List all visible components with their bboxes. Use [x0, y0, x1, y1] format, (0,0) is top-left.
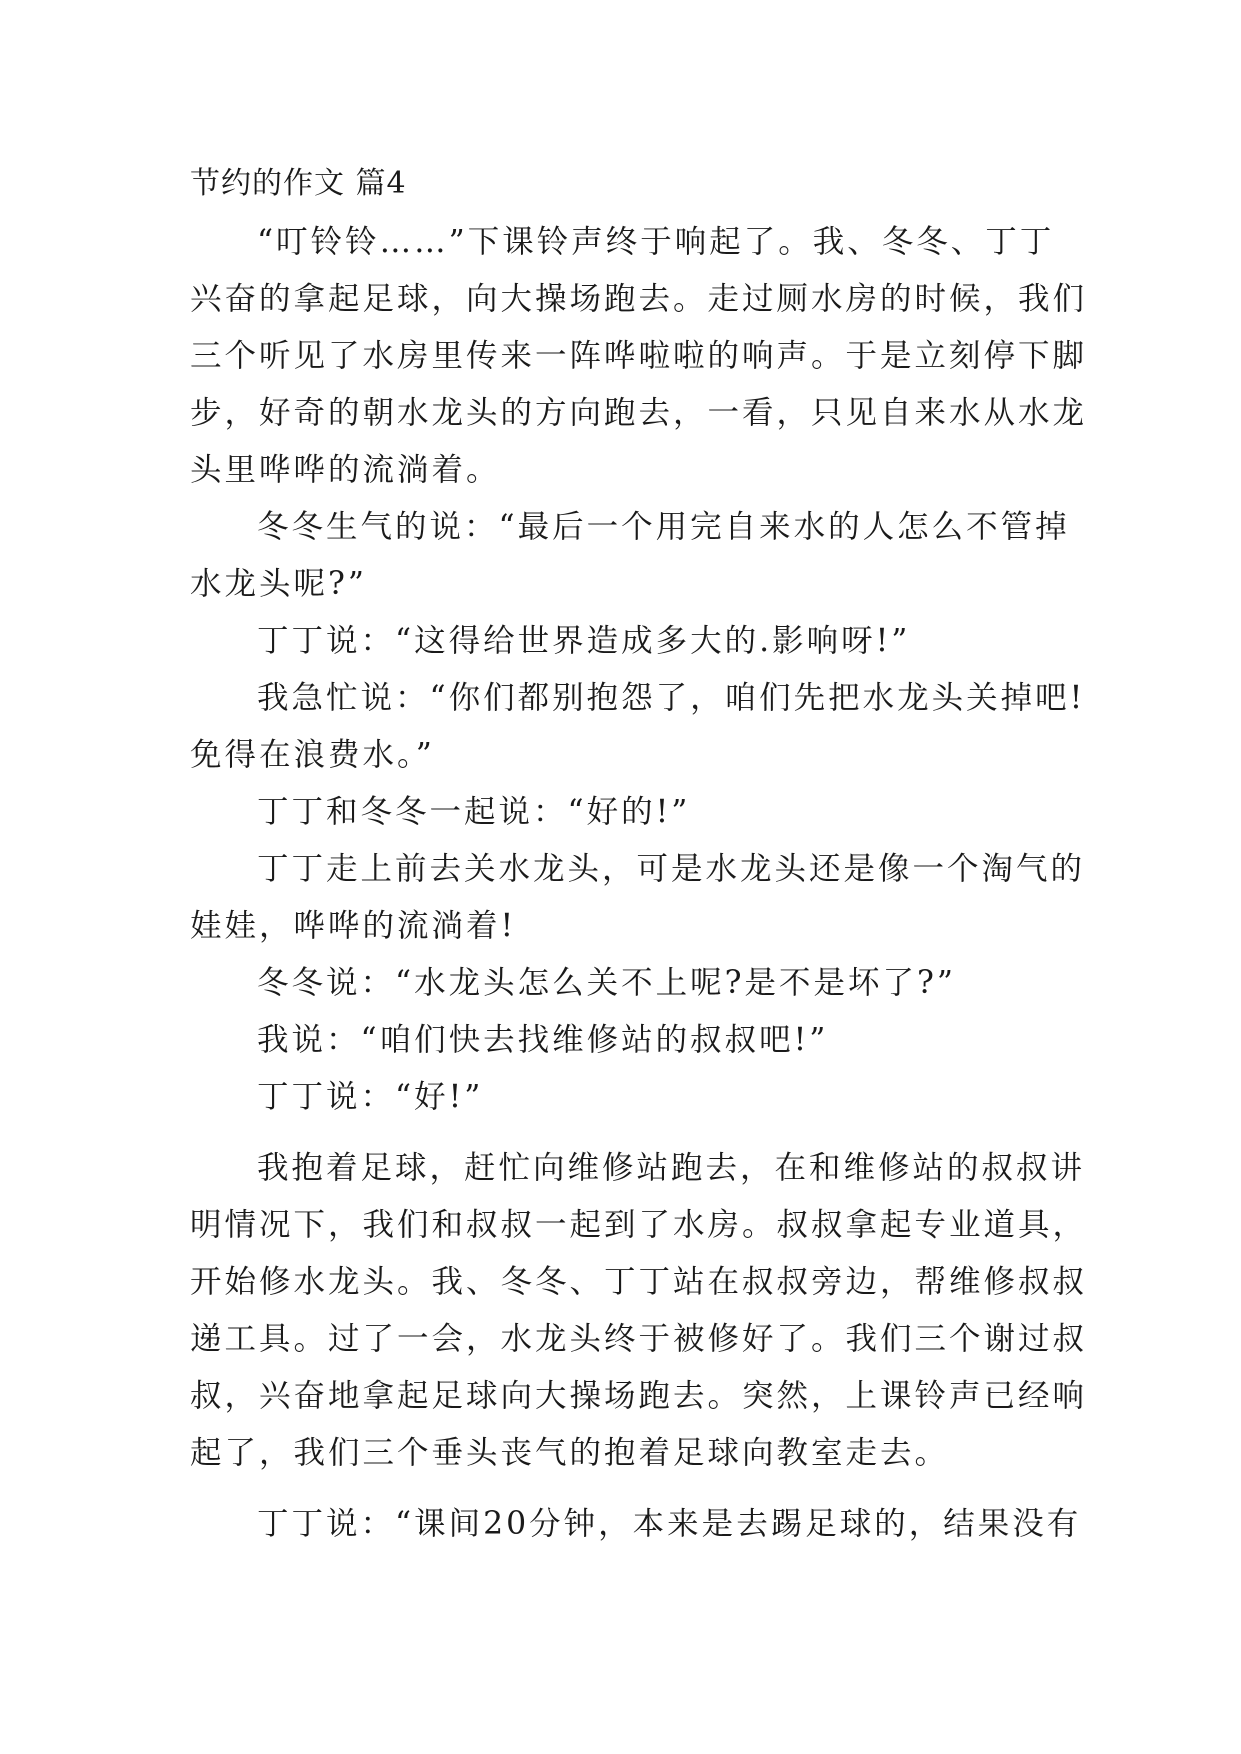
- text-line: “叮铃铃……”下课铃声终于响起了。我、冬冬、丁丁: [257, 224, 1055, 260]
- document-title: 节约的作文 篇4: [190, 166, 407, 201]
- text-line: 递工具。过了一会，水龙头终于被修好了。我们三个谢过叔: [190, 1321, 1088, 1357]
- text-line: 我急忙说：“你们都别抱怨了，咱们先把水龙头关掉吧!: [257, 680, 1086, 716]
- text-line: 丁丁说：“这得给世界造成多大的.影响呀!”: [257, 623, 911, 659]
- text-line: 我抱着足球，赶忙向维修站跑去，在和维修站的叔叔讲: [257, 1150, 1086, 1186]
- text-line: 冬冬说：“水龙头怎么关不上呢?是不是坏了?”: [257, 965, 956, 1001]
- text-line: 三个听见了水房里传来一阵哗啦啦的响声。于是立刻停下脚: [190, 338, 1088, 374]
- text-line: 丁丁说：“课间20分钟，本来是去踢足球的，结果没有: [257, 1506, 1082, 1542]
- text-line: 起了，我们三个垂头丧气的抱着足球向教室走去。: [190, 1435, 950, 1471]
- text-line: 娃娃，哗哗的流淌着!: [190, 908, 517, 944]
- text-line: 免得在浪费水。”: [190, 737, 435, 773]
- text-line: 头里哗哗的流淌着。: [190, 452, 501, 488]
- text-line: 兴奋的拿起足球，向大操场跑去。走过厕水房的时候，我们: [190, 281, 1088, 317]
- text-line: 丁丁和冬冬一起说：“好的!”: [257, 794, 691, 830]
- text-line: 步，好奇的朝水龙头的方向跑去，一看，只见自来水从水龙: [190, 395, 1088, 431]
- text-line: 丁丁说：“好!”: [257, 1079, 484, 1115]
- text-line: 水龙头呢?”: [190, 566, 367, 602]
- text-line: 叔，兴奋地拿起足球向大操场跑去。突然，上课铃声已经响: [190, 1378, 1088, 1414]
- text-line: 我说：“咱们快去找维修站的叔叔吧!”: [257, 1022, 829, 1058]
- text-line: 开始修水龙头。我、冬冬、丁丁站在叔叔旁边，帮维修叔叔: [190, 1264, 1088, 1300]
- text-line: 冬冬生气的说：“最后一个用完自来水的人怎么不管掉: [257, 509, 1070, 545]
- text-line: 丁丁走上前去关水龙头，可是水龙头还是像一个淘气的: [257, 851, 1086, 887]
- text-line: 明情况下，我们和叔叔一起到了水房。叔叔拿起专业道具，: [190, 1207, 1088, 1243]
